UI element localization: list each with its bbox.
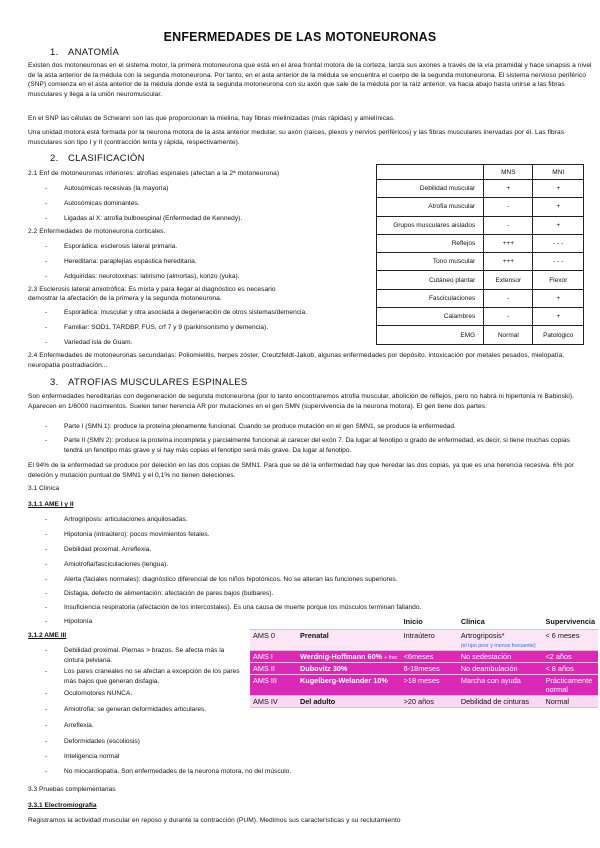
emg-paragraph: Registramos la actividad muscular en reposo y durante la contracción (PUM). Medimos sus características y su reclutamiento (28, 817, 401, 824)
subsection-pruebas: 3.3 Pruebas complementarias (28, 786, 116, 793)
table-row: Fasciculaciones - + (377, 289, 584, 307)
table-header-supervivencia: Supervivencia (543, 616, 598, 630)
list-item: - Oculomotores NUNCA. (45, 690, 133, 697)
list-item: - Parte II (SMN 2): produce la proteína incompleta y parcialmente funcional al carecer del exón 7. Da lugar al fenotipo o grado de enfermedad, es decir, si tiene muchas copias tendrá un fenotipo más grave y si hay más copias el fenotipo será más grave. Da lugar al fenotipo. (45, 437, 570, 454)
list-item: - Autosómicas dominantes. (45, 200, 140, 207)
list-item: - Amiotrofia/fasciculaciones (lengua). (45, 561, 169, 568)
table-row: AMS II Dubovitz 30% 6-18meses No deambulación < 8 años (250, 663, 598, 675)
table-header-row (250, 616, 598, 630)
list-item: - Insuficiencia respiratoria (afectación de los intercostales). Es una causa de muerte porque los músculos terminan fallando. (45, 604, 422, 611)
list-item: - Adquiridas: neurotoxinas: latirismo (almortas), konzo (yuka). (45, 273, 240, 280)
list-item: - Debilidad proximal. Piernas > brazos. Se afecta más la cintura pelviana. (45, 647, 225, 664)
item-2-3-line-2: demostrar la afectación de la primera y la segunda motoneurona. (28, 295, 222, 302)
list-item: - Arreflexia. (45, 722, 94, 729)
table-header-clinica: Clínica (458, 616, 543, 630)
list-item: - Esporádica: esclerosis lateral primaria. (45, 243, 178, 250)
list-item: - Ligadas al X: atrofia bulboespinal (Enfermedad de Kennedy). (45, 215, 243, 222)
section-1-heading: 1. ANATOMÍA (50, 47, 120, 58)
section-3-heading: 3. ATROFIAS MUSCULARES ESPINALES (50, 377, 248, 388)
document-title: ENFERMEDADES DE LAS MOTONEURONAS (163, 30, 437, 44)
table-row: Atrofia muscular - + (377, 198, 584, 216)
table-header-mni: MNI (533, 165, 584, 180)
list-item: - Disfagia, defecto de alimentación: afectación de pares bajos (bulbares). (45, 590, 274, 597)
mns-mni-table (376, 164, 584, 345)
table-row: AMS I Werdnig-Hoffmann 60% + frec <6meses No sedestación <2 años (250, 651, 598, 663)
section-3-paragraph-2: El 94% de la enfermedad se produce por deleción en las dos copias de SMN1. Para que se dé la enfermedad hay que heredar las dos copias, ya que es una herencia recesiva. 6% por deleción y mutación puntual de SMN1 y el 0,1% no tienen deleciones. (28, 462, 575, 479)
list-item: - Artrogriposis: articulaciones anquilosadas. (45, 516, 188, 523)
table-row: Tono muscular +++ - - - (377, 253, 584, 271)
table-row: EMG Normal Patológico (377, 326, 584, 344)
table-row: Cutáneo plantar Extensor Flexor (377, 271, 584, 289)
table-row: Debilidad muscular + + (377, 180, 584, 198)
list-item: - Hereditaria: paraplejías espástica hereditaria. (45, 258, 197, 265)
list-item: - Alerta (faciales normales): diagnóstico diferencial de los niños hipotónicos. No se alteran las funciones superiores. (45, 576, 398, 583)
table-row: AMS 0 Prenatal Intraútero Artrogriposis* (el tipo peor y menos frecuente) < 6 meses (250, 630, 598, 651)
frequency-note: + frec (384, 655, 398, 661)
list-item: - Inteligencia normal (45, 753, 120, 760)
list-item: - Debilidad proximal. Arreflexia. (45, 546, 152, 553)
item-2-3-line-1: 2.3 Esclerosis lateral amiotrófica: Es mixta y para llegar al diagnóstico es necesario (28, 286, 276, 293)
table-row: Grupos musculares aislados - + (377, 216, 584, 234)
subsection-clinica: 3.1 Clínica (28, 485, 60, 492)
list-item: - Familiar: SOD1, TARDBP, FUS, crf 7 y 9 (parkinsonismo y demencia). (45, 324, 269, 331)
section-1-paragraph-2: En el SNP las células de Schwann son las que proporcionan la mielina, hay fibras mielinizadas (más rápidas) y amielínicas. (28, 115, 395, 122)
list-item: - Autosómicas recesivas (la mayoría) (45, 185, 169, 192)
list-item: - No miocardiopatía. Son enfermedades de la neurona motora, no del músculo. (45, 768, 292, 775)
section-1-paragraph-1: Existen dos motoneuronas en el sistema motor, la primera motoneurona que está en el área frontal motora de la corteza, lanza sus axones a través de la vía piramidal y hace sinapsis a nivel de la asta anterior de la médula con la segunda motoneurona. Por tanto, en el asta anterior de la médula se encuentra el cuerpo de la segunda motoneurona. El sistema nervioso periférico (SNP) comienza en el asta anterior de la médula donde está la segunda motoneurona con su axón que sale de la médula por la raíz anterior, va hacia abajo hasta unirse a las fibras musculares y llega a la unión neuromuscular. (28, 62, 592, 98)
table-header-empty (377, 165, 484, 180)
item-2-4: 2.4 Enfermedades de motoneuronas secundarias: Poliomielitis, herpes zóster, Creutzfeldt-Jakob, algunas enfermedades por depósito, intoxicación por metales pesados, mielopatía, neuropatía postradiación... (28, 352, 565, 369)
subsection-emg-title: 3.3.1 Electromiografía (28, 802, 97, 809)
table-row: AMS III Kugelberg-Welander 10% >18 meses Marcha con ayuda Prácticamente normal (250, 675, 598, 696)
list-item: - Esporádica: muscular y otra asociada a degeneración de otros sistemas/demencia. (45, 309, 307, 316)
list-item: - Amiotrofia: se generan deformidades articulares. (45, 706, 207, 713)
list-item: - Deformidades (escoliosis) (45, 738, 140, 745)
section-2-heading: 2. CLASIFICACIÓN (50, 153, 145, 164)
table-row: Calambres - + (377, 308, 584, 326)
subsection-ame-1-2-title: 3.1.1 AME I y II (28, 501, 74, 508)
list-item: - Parte I (SMN 1): produce la proteína plenamente funcional. Cuando se produce mutación en el gen SMN1, se produce la enfermedad. (45, 423, 456, 430)
list-item: - Hipotonía (intraútero): pocos movimientos fetales. (45, 531, 210, 538)
table-header-row (377, 165, 584, 180)
item-2-2: 2.2 Enfermedades de motoneurona corticales. (28, 228, 166, 235)
section-3-paragraph-1: Son enfermedades hereditarias con degeneración de segunda motoneurona (por lo tanto encontraremos atrofia muscular, abolición de reflejos, pero no habrá ni hipertonía ni Babinski). Aparecen en 1/6000 nacimientos. Suelen tener herencia AR por mutaciones en el gen SMN (supervivencia de la neurona motora). El gen tiene dos partes: (28, 393, 574, 410)
table-row: Reflejos +++ - - - (377, 234, 584, 252)
clinica-note: (el tipo peor y menos frecuente) (460, 643, 536, 649)
section-1-paragraph-3: Una unidad motora está formada por la neurona motora de la asta anterior medular, su axón (raíces, plexos y nervios periféricos) y las fibras musculares inervadas por él. Las fibras musculares son tipo I y II (contracción lenta y rápida, respectivamente). (28, 129, 565, 146)
subsection-ame-3-title: 3.1.2 AME III (28, 632, 67, 639)
table-header-inicio: Inicio (401, 616, 458, 630)
table-row: AMS IV Del adulto >20 años Debilidad de cinturas Normal (250, 696, 598, 708)
list-item: - Variedad isla de Guam. (45, 339, 133, 346)
list-item: - Hipotonía (45, 618, 93, 625)
ame-types-table (250, 616, 598, 708)
item-2-1: 2.1 Enf de motoneuronas inferiores: atrofias espinales (afectan a la 2ª motoneurona) (28, 170, 280, 177)
table-header-mns: MNS (484, 165, 533, 180)
list-item: - Los pares craneales no se afectan a excepción de los pares más bajos que generan disfagia. (45, 668, 240, 685)
